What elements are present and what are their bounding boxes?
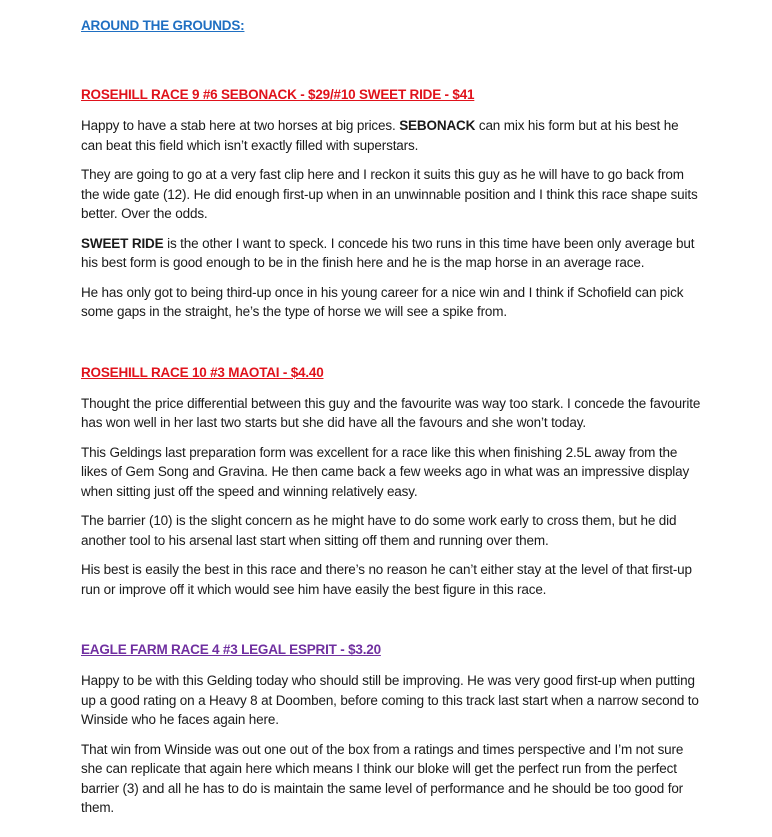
document-body xyxy=(81,17,701,818)
paragraph: Happy to be with this Gelding today who should still be improving. He was very good first-up when putting up a good rating on a Heavy 8 at Doomben, before coming to this track last start when a narrow second to Winside who he faces again here. xyxy=(81,673,699,727)
horse-name: SEBONACK xyxy=(399,118,476,133)
paragraph: This Geldings last preparation form was excellent for a race like this when finishing 2.5L away from the likes of Gem Song and Gravina. He then came back a few weeks ago in what was an impressive display when sitting just off the speed and winning relatively easy. xyxy=(81,444,690,499)
paragraph: That win from Winside was out one out of the box from a ratings and times perspective and I’m not sure she can replicate that again here which means I think our bloke will get the perfect run from the perfect barrier (3) and all he has to do is maintain the same level of performance and he should be too good for them. xyxy=(81,741,684,815)
paragraph xyxy=(81,234,701,273)
paragraph: Thought the price differential between this guy and the favourite was way too stark. I concede the favourite has won well in her last two starts but she did have all the favours and she won’t today. xyxy=(81,395,701,430)
paragraph: His best is easily the best in this race and there’s no reason he can’t either stay at the level of that first-up run or improve off it which would see him have easily the best figure in this race. xyxy=(81,562,692,597)
paragraph-text: They are going to go at a very fast clip here and I reckon it suits this guy as he will have to go back from the wide gate (12). He did enough first-up when in an unwinnable position and I think this race shape suits better. Over the odds. xyxy=(81,167,698,221)
section-heading: EAGLE FARM RACE 4 #3 LEGAL ESPRIT - $3.20 xyxy=(81,642,381,657)
paragraph-text: can mix his form but at his best he can beat this field which isn’t exactly filled with superstars. xyxy=(81,118,679,153)
section-rosehill-race-9 xyxy=(81,86,701,322)
paragraph xyxy=(81,283,701,322)
section-heading: ROSEHILL RACE 9 #6 SEBONACK - $29/#10 SWEET RIDE - $41 xyxy=(81,87,475,102)
paragraph-text: Happy to have a stab here at two horses at big prices. xyxy=(81,118,400,133)
paragraph xyxy=(81,116,701,155)
horse-name: SWEET RIDE xyxy=(81,235,164,251)
paragraph xyxy=(81,165,701,224)
paragraph: The barrier (10) is the slight concern as he might have to do some work early to cross them, but he did another tool to his arsenal last start when sitting off them and running over them. xyxy=(81,513,677,548)
section-rosehill-race-10 xyxy=(81,364,701,600)
paragraph-text: is the other I want to speck. I concede his two runs in this time have been only average but his best form is good enough to be in the finish here and he is the map horse in an average race. xyxy=(81,235,695,270)
section-eagle-farm-race-4 xyxy=(81,641,701,818)
section-heading: ROSEHILL RACE 10 #3 MAOTAI - $4.40 xyxy=(81,364,324,380)
page-title: AROUND THE GROUNDS: xyxy=(81,18,245,33)
paragraph-text: He has only got to being third-up once in his young career for a nice win and I think if Schofield can pick some gaps in the straight, he’s the type of horse we will see a spike from. xyxy=(81,284,684,319)
